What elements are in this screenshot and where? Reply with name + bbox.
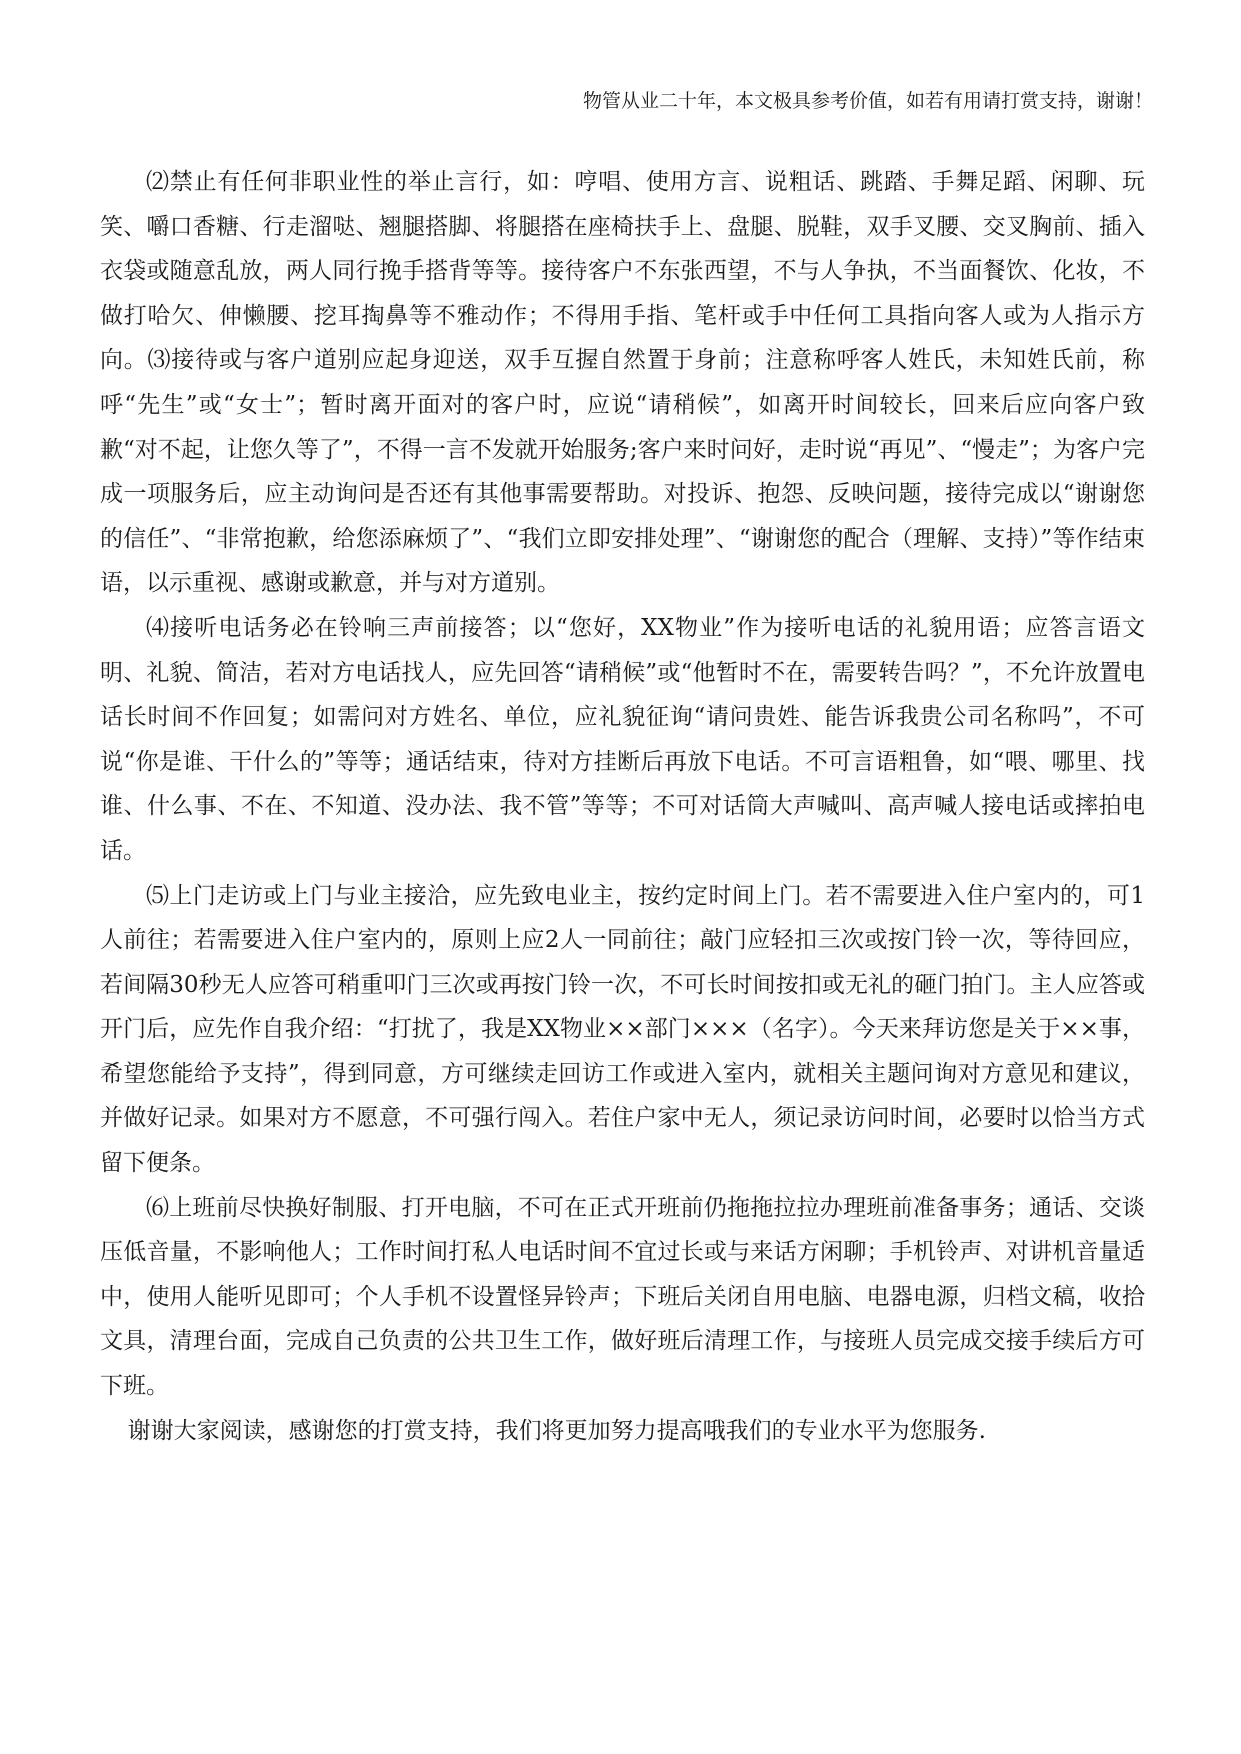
paragraph-4: ⑷接听电话务必在铃响三声前接答；以“您好，XX物业”作为接听电话的礼貌用语；应答言语文明、礼貌、简洁，若对方电话找人，应先回答“请稍候”或“他暂时不在，需要转告吗？”，不允许放置电话长时间不作回复；如需问对方姓名、单位，应礼貌征询“请问贵姓、能告诉我贵公司名称吗”，不可说“你是谁、干什么的”等等；通话结束，待对方挂断后再放下电话。不可言语粗鲁，如“喂、哪里、找谁、什么事、不在、不知道、没办法、我不管”等等；不可对话筒大声喊叫、高声喊人接电话或摔拍电话。 [100, 614, 1145, 864]
header-note: 物管从业二十年，本文极具参考价值，如若有用请打赏支持，谢谢！ [582, 90, 1153, 112]
paragraph-2-3: ⑵禁止有任何非职业性的举止言行，如：哼唱、使用方言、说粗话、跳踏、手舞足蹈、闲聊、玩笑、嚼口香糖、行走溜哒、翘腿搭脚、将腿搭在座椅扶手上、盘腿、脱鞋，双手叉腰、交叉胸前、插入衣袋或随意乱放，两人同行挽手搭背等等。接待客户不东张西望，不与人争执，不当面餐饮、化妆，不做打哈欠、伸懒腰、挖耳掏鼻等不雅动作；不得用手指、笔杆或手中任何工具指向客人或为人指示方向。⑶接待或与客户道别应起身迎送，双手互握自然置于身前；注意称呼客人姓氏，未知姓氏前，称呼“先生”或“女士”；暂时离开面对的客户时，应说“请稍候”，如离开时间较长，回来后应向客户致歉“对不起，让您久等了”，不得一言不发就开始服务;客户来时问好，走时说“再见”、“慢走”；为客户完成一项服务后，应主动询问是否还有其他事需要帮助。对投诉、抱怨、反映问题，接待完成以“谢谢您的信任”、“非常抱歉，给您添麻烦了”、“我们立即安排处理”、“谢谢您的配合（理解、支持）”等作结束语，以示重视、感谢或歉意，并与对方道别。 [100, 169, 1145, 597]
paragraph-5: ⑸上门走访或上门与业主接洽，应先致电业主，按约定时间上门。若不需要进入住户室内的，可1人前往；若需要进入住户室内的，原则上应2人一同前往；敲门应轻扣三次或按门铃一次，等待回应，若间隔30秒无人应答可稍重叩门三次或再按门铃一次，不可长时间按扣或无礼的砸门拍门。主人应答或开门后，应先作自我介绍：“打扰了，我是XX物业××部门×××（名字）。今天来拜访您是关于××事，希望您能给予支持”，得到同意，方可继续走回访工作或进入室内，就相关主题问询对方意见和建议，并做好记录。如果对方不愿意，不可强行闯入。若住户家中无人，须记录访问时间，必要时以恰当方式留下便条。 [100, 882, 1145, 1177]
closing-note: 谢谢大家阅读，感谢您的打赏支持，我们将更加努力提高哦我们的专业水平为您服务. [127, 1417, 986, 1444]
document-body [100, 160, 1145, 1453]
paragraph-6: ⑹上班前尽快换好制服、打开电脑，不可在正式开班前仍拖拖拉拉办理班前准备事务；通话、交谈压低音量，不影响他人；工作时间打私人电话时间不宜过长或与来话方闲聊；手机铃声、对讲机音量适中，使用人能听见即可；个人手机不设置怪异铃声；下班后关闭自用电脑、电器电源，归档文稿，收拾文具，清理台面，完成自己负责的公共卫生工作，做好班后清理工作，与接班人员完成交接手续后方可下班。 [100, 1194, 1145, 1400]
